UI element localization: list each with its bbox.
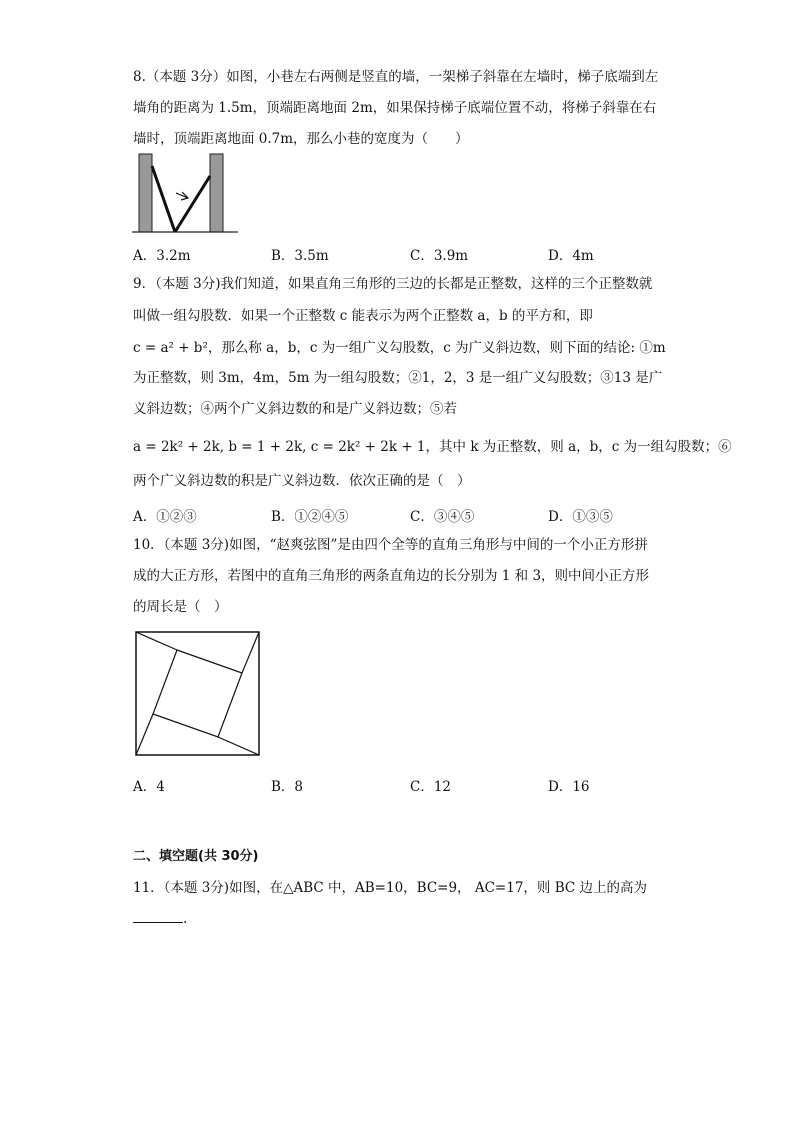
left-wall [139, 154, 152, 232]
q10-option-a[interactable]: A．4 [133, 779, 165, 795]
q9-text-line-6: a = 2k² + 2k, b = 1 + 2k, c = 2k² + 2k + 1，其中 k 为正整数，则 a，b，c 为一组勾股数；⑥ [133, 439, 732, 455]
q11-period: . [183, 911, 188, 927]
q9-options [133, 505, 663, 523]
q10-text-line-3: 的周长是（ ） [133, 599, 228, 615]
q9-text-line-5: 义斜边数；④两个广义斜边数的和是广义斜边数；⑤若 [133, 401, 457, 417]
q9-option-a[interactable]: A．①②③ [133, 509, 197, 525]
triangle-side-3 [218, 737, 259, 755]
q10-option-b[interactable]: B．8 [271, 779, 304, 795]
q8-ladder-figure [130, 150, 242, 238]
q10-text-line-1: 10．（本题 3分)如图，“赵爽弦图”是由四个全等的直角三角形与中间的一个小正方形拼 [133, 537, 648, 553]
q10-zhaoshuang-figure [135, 631, 261, 756]
q11-text-line-1: 11．（本题 3分)如图，在△ABC 中，AB=10，BC=9， AC=17，则 BC 边上的高为 [133, 880, 648, 896]
q8-option-b[interactable]: B．3.5m [271, 248, 329, 264]
q8-option-a[interactable]: A．3.2m [133, 248, 191, 264]
q8-options [133, 244, 663, 262]
section-2-title: 二、填空题(共 30分) [133, 849, 259, 864]
q10-option-c[interactable]: C．12 [410, 779, 452, 795]
q10-text-line-2: 成的大正方形，若图中的直角三角形的两条直角边的长分别为 1 和 3，则中间小正方形 [133, 568, 650, 584]
q10-options [133, 775, 663, 793]
triangle-side-1 [136, 632, 177, 650]
q8-text-line-1: 8.（本题 3分）如图，小巷左右两侧是竖直的墙，一架梯子斜靠在左墙时，梯子底端到左 [133, 69, 659, 85]
q11-answer-line [133, 910, 663, 928]
q8-option-d[interactable]: D．4m [548, 248, 594, 264]
q9-text-line-3: c = a² + b²，那么称 a，b，c 为一组广义勾股数，c 为广义斜边数，则下面的结论: ①m [133, 340, 666, 356]
q9-text-line-1: 9．（本题 3分)我们知道，如果直角三角形的三边的长都是正整数，这样的三个正整数就 [133, 276, 653, 292]
right-wall [210, 154, 223, 232]
inner-square [153, 650, 242, 737]
q9-text-line-4: 为正整数，则 3m，4m，5m 为一组勾股数；②1，2，3 是一组广义勾股数；③13 是广 [133, 370, 663, 386]
q8-text-line-3: 墙时，顶端距离地面 0.7m，那么小巷的宽度为（ ） [133, 131, 469, 147]
q9-option-d[interactable]: D．①③⑤ [548, 509, 613, 525]
q10-option-d[interactable]: D．16 [548, 779, 590, 795]
q9-text-line-2: 叫做一组勾股数．如果一个正整数 c 能表示为两个正整数 a，b 的平方和，即 [133, 308, 593, 324]
triangle-side-2 [242, 632, 259, 673]
outer-square [136, 632, 259, 755]
ladder-left [152, 166, 175, 232]
q9-text-line-7: 两个广义斜边数的积是广义斜边数．依次正确的是（ ） [133, 473, 471, 489]
q9-option-b[interactable]: B．①②④⑤ [271, 509, 349, 525]
ladder-right [175, 176, 210, 232]
q11-answer-blank[interactable] [133, 910, 183, 923]
q9-option-c[interactable]: C．③④⑤ [410, 509, 475, 525]
triangle-side-4 [136, 714, 153, 755]
q8-option-c[interactable]: C．3.9m [410, 248, 469, 264]
q8-text-line-2: 墙角的距离为 1.5m，顶端距离地面 2m，如果保持梯子底端位置不动，将梯子斜靠在右 [133, 100, 657, 116]
